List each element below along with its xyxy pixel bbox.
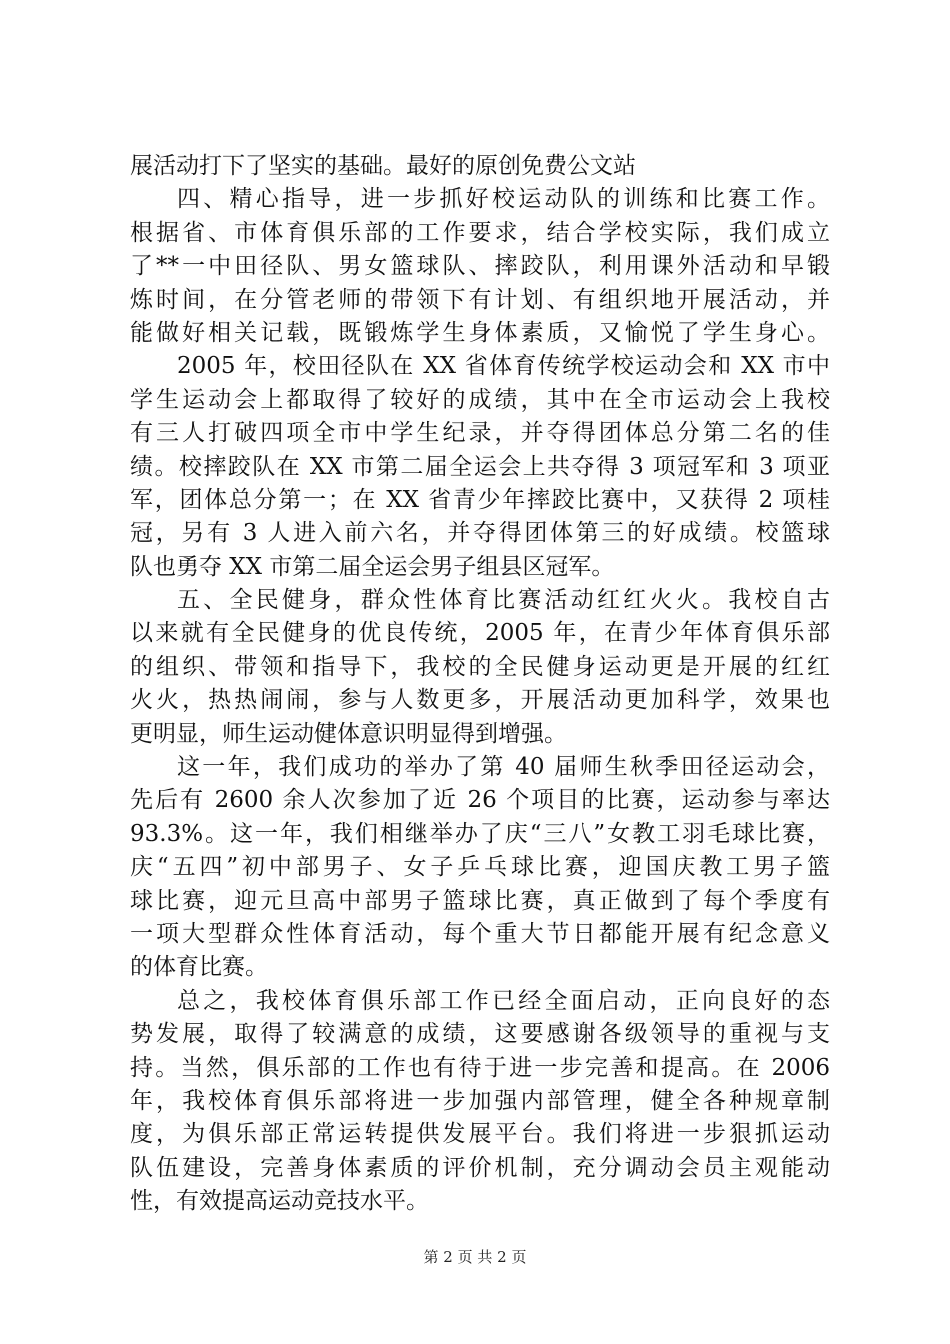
text-line: 队也勇夺 XX 市第二届全运会男子组县区冠军。 xyxy=(130,553,615,580)
text-line: 庆“五四”初中部男子、女子乒乓球比赛，迎国庆教工男子篮 xyxy=(130,854,830,881)
text-line: 度，为俱乐部正常运转提供发展平台。我们将进一步狠抓运动 xyxy=(130,1121,830,1148)
text-line: 性，有效提高运动竞技水平。 xyxy=(130,1188,429,1215)
document-body xyxy=(130,150,830,1219)
text-line: 年，我校体育俱乐部将进一步加强内部管理，健全各种规章制 xyxy=(130,1087,830,1114)
text-line: 总之，我校体育俱乐部工作已经全面启动，正向良好的态 xyxy=(177,987,830,1014)
text-line: 根据省、市体育俱乐部的工作要求，结合学校实际，我们成立 xyxy=(130,219,830,246)
text-line: 五、全民健身，群众性体育比赛活动红红火火。我校自古 xyxy=(177,587,830,614)
text-line: 绩。校摔跤队在 XX 市第二届全运会上共夺得 3 项冠军和 3 项亚 xyxy=(130,453,830,480)
text-line: 更明显，师生运动健体意识明显得到增强。 xyxy=(130,720,567,747)
text-line: 的体育比赛。 xyxy=(130,954,268,981)
text-line: 以来就有全民健身的优良传统，2005 年，在青少年体育俱乐部 xyxy=(130,620,830,647)
text-line: 球比赛，迎元旦高中部男子篮球比赛，真正做到了每个季度有 xyxy=(130,887,830,914)
text-line: 展活动打下了坚实的基础。最好的原创免费公文站 xyxy=(130,153,636,179)
text-line: 能做好相关记载，既锻炼学生身体素质，又愉悦了学生身心。 xyxy=(130,319,830,346)
text-line: 先后有 2600 余人次参加了近 26 个项目的比赛，运动参与率达 xyxy=(130,787,830,814)
text-line: 势发展，取得了较满意的成绩，这要感谢各级领导的重视与支 xyxy=(130,1021,830,1048)
text-line: 一项大型群众性体育活动，每个重大节日都能开展有纪念意义 xyxy=(130,920,830,947)
text-line: 火火，热热闹闹，参与人数更多，开展活动更加科学，效果也 xyxy=(130,687,830,714)
text-line: 队伍建设，完善身体素质的评价机制，充分调动会员主观能动 xyxy=(130,1154,830,1181)
text-line: 四、精心指导，进一步抓好校运动队的训练和比赛工作。 xyxy=(177,186,830,213)
text-line: 2005 年，校田径队在 XX 省体育传统学校运动会和 XX 市中 xyxy=(177,353,830,380)
text-line: 持。当然，俱乐部的工作也有待于进一步完善和提高。在 2006 xyxy=(130,1054,830,1081)
page-footer: 第 2 页 共 2 页 xyxy=(423,1248,527,1266)
text-line: 了**一中田径队、男女篮球队、摔跤队，利用课外活动和早锻 xyxy=(130,253,830,280)
text-line: 学生运动会上都取得了较好的成绩，其中在全市运动会上我校 xyxy=(130,386,830,413)
text-line: 这一年，我们成功的举办了第 40 届师生秋季田径运动会， xyxy=(177,754,830,781)
text-line: 的组织、带领和指导下，我校的全民健身运动更是开展的红红 xyxy=(130,653,830,680)
text-line: 军，团体总分第一；在 XX 省青少年摔跤比赛中，又获得 2 项桂 xyxy=(130,486,830,513)
text-line: 炼时间，在分管老师的带领下有计划、有组织地开展活动，并 xyxy=(130,286,830,313)
text-line: 93.3%。这一年，我们相继举办了庆“三八”女教工羽毛球比赛， xyxy=(130,820,830,847)
text-line: 冠，另有 3 人进入前六名，并夺得团体第三的好成绩。校篮球 xyxy=(130,520,830,547)
text-line: 有三人打破四项全市中学生纪录，并夺得团体总分第二名的佳 xyxy=(130,420,830,447)
